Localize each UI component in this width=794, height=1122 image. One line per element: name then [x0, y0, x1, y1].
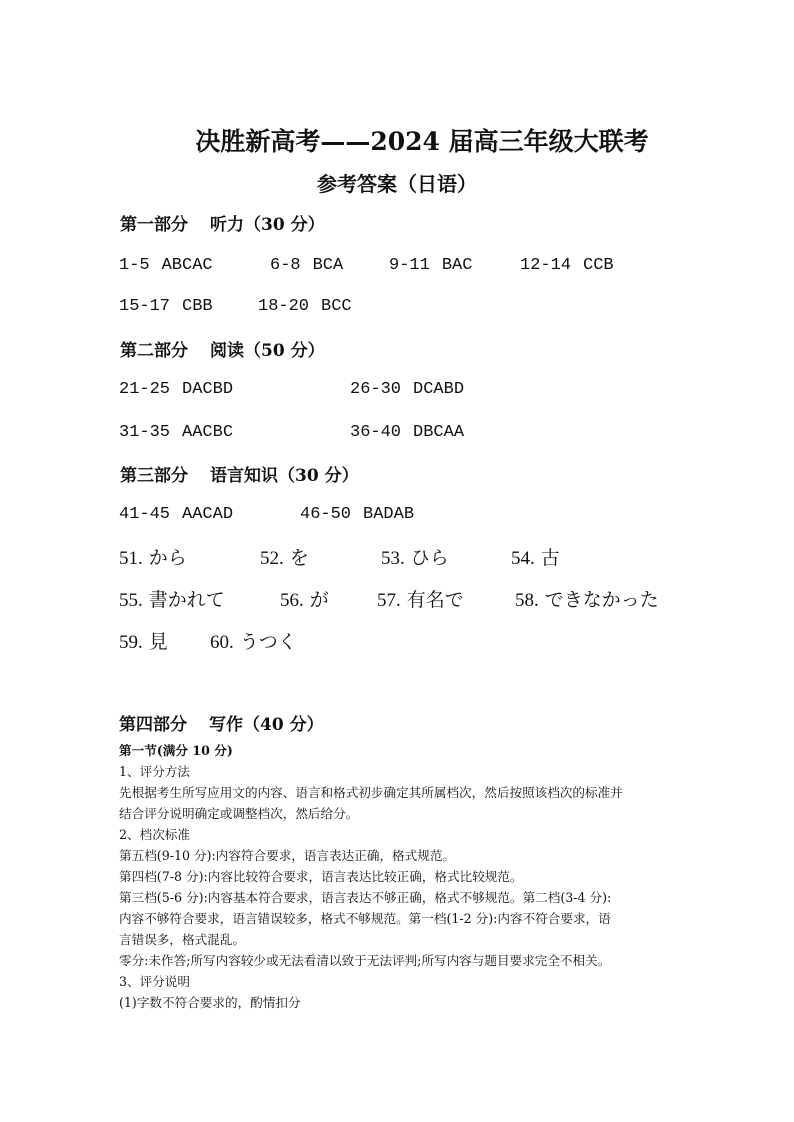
fill-answer: 54. 古	[511, 547, 560, 569]
page-subtitle: 参考答案（日语）	[317, 172, 477, 196]
fill-answer: 56. が	[280, 589, 329, 611]
answer-item: 21-25 DACBD	[119, 380, 234, 399]
section-heading-part3	[120, 461, 359, 486]
answer-item: 6-8 BCA	[270, 256, 344, 275]
answer-item: 26-30 DCABD	[350, 380, 465, 399]
section-label: 第二部分	[120, 341, 188, 361]
rubric-line: 零分:未作答;所写内容较少或无法看清以致于无法评判;所写内容与题目要求完全不相关。	[119, 953, 611, 968]
answer-item: 12-14 CCB	[520, 256, 614, 275]
rubric-line: (1)字数不符合要求的，酌情扣分	[119, 995, 301, 1010]
rubric-line: 2、档次标准	[119, 827, 190, 842]
answer-item: 15-17 CBB	[119, 297, 213, 316]
answer-item: 1-5 ABCAC	[119, 256, 213, 275]
fill-answer: 53. ひら	[381, 547, 449, 569]
answer-item: 9-11 BAC	[389, 256, 473, 275]
section-name: 写作（40 分）	[209, 715, 324, 735]
section-label: 第一部分	[120, 215, 188, 235]
rubric-line: 第五档(9-10 分):内容符合要求，语言表达正确，格式规范。	[119, 848, 456, 863]
fill-answer: 60. うつく	[210, 631, 297, 653]
fill-answer: 55. 書かれて	[119, 589, 225, 611]
section-label: 第三部分	[120, 466, 188, 486]
answer-item: 41-45 AACAD	[119, 505, 234, 524]
answer-item: 46-50 BADAB	[300, 505, 415, 524]
fill-answer: 58. できなかった	[515, 589, 659, 611]
rubric-line: 内容不够符合要求，语言错误较多，格式不够规范。第一档(1-2 分):内容不符合要求，语	[119, 911, 611, 926]
answer-item: 31-35 AACBC	[119, 423, 234, 442]
fill-answer: 59. 見	[119, 631, 168, 653]
fill-answer: 51. から	[119, 547, 187, 569]
rubric-line: 第三档(5-6 分):内容基本符合要求，语言表达不够正确，格式不够规范。第二档(3-4 分):	[119, 890, 612, 905]
writing-rubric	[119, 740, 679, 1013]
section-heading-part4	[119, 710, 324, 735]
rubric-line: 1、评分方法	[119, 764, 190, 779]
rubric-line: 先根据考生所写应用文的内容、语言和格式初步确定其所属档次，然后按照该档次的标准并	[119, 785, 623, 800]
section-heading-part1	[120, 210, 325, 235]
subsection-heading: 第一节(满分 10 分)	[119, 743, 233, 758]
section-name: 语言知识（30 分）	[210, 466, 359, 486]
section-name: 听力（30 分）	[210, 215, 325, 235]
rubric-line: 3、评分说明	[119, 974, 190, 989]
section-label: 第四部分	[119, 715, 187, 735]
rubric-line: 言错误多，格式混乱。	[119, 932, 245, 947]
answer-item: 36-40 DBCAA	[350, 423, 465, 442]
section-heading-part2	[120, 336, 325, 361]
page-title: 决胜新高考——2024 届高三年级大联考	[195, 127, 649, 156]
rubric-line: 第四档(7-8 分):内容比较符合要求，语言表达比较正确，格式比较规范。	[119, 869, 523, 884]
rubric-line: 结合评分说明确定或调整档次，然后给分。	[119, 806, 359, 821]
fill-answer: 57. 有名で	[377, 589, 464, 611]
fill-answer: 52. を	[260, 547, 309, 569]
section-name: 阅读（50 分）	[210, 341, 325, 361]
answer-item: 18-20 BCC	[258, 297, 352, 316]
